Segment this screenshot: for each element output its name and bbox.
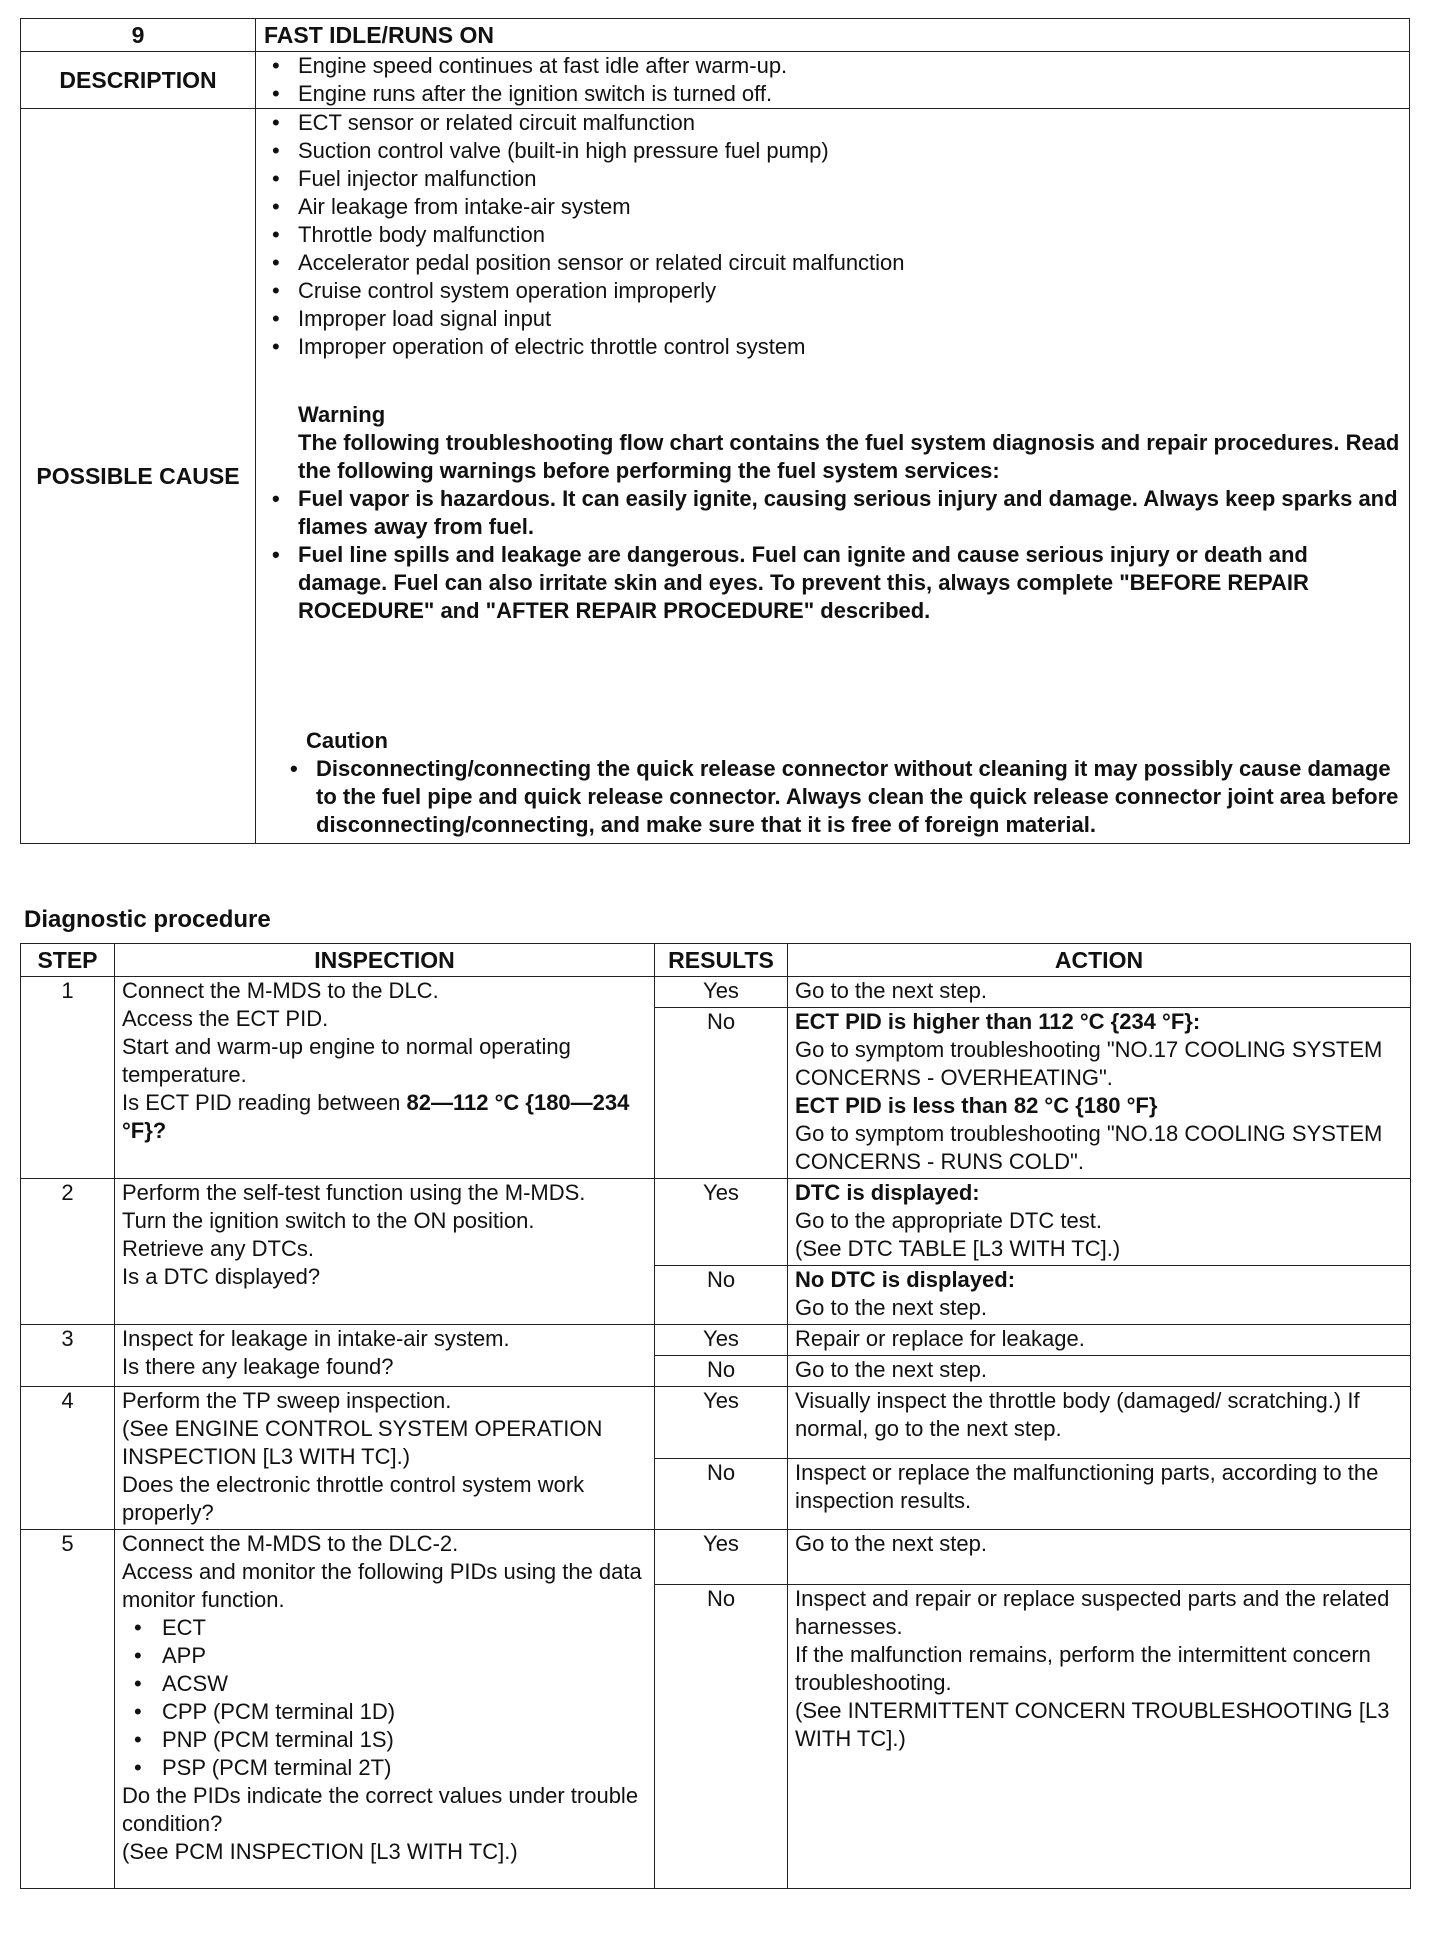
caution-block bbox=[264, 727, 1401, 843]
inspection-line: Connect the M-MDS to the DLC. bbox=[122, 978, 439, 1003]
action-cell: No DTC is displayed: Go to the next step. bbox=[788, 1266, 1411, 1325]
pid-list bbox=[122, 1614, 647, 1782]
step-number: 3 bbox=[21, 1325, 115, 1387]
list-item: • Fuel line spills and leakage are dangerous. Fuel can ignite and cause serious injury or death and damage. Fuel can also irritate skin and eyes. To prevent this, always complete "BEFORE REPAIR ROCEDURE" and "AFTER REPAIR PROCEDURE" described. bbox=[298, 541, 1401, 625]
possible-cause-row bbox=[21, 109, 1410, 844]
table-row bbox=[21, 977, 1411, 1008]
caution-list bbox=[290, 755, 1401, 839]
step-number: 2 bbox=[21, 1179, 115, 1325]
warning-list bbox=[264, 485, 1401, 625]
action-cell: ECT PID is higher than 112 °C {234 °F}: Go to symptom troubleshooting "NO.17 COOLING SYSTEM CONCERNS - OVERHEATING". ECT PID is less than 82 °C {180 °F} Go to symptom troubleshooting "NO.18 COOLING SYSTEM CONCERNS - RUNS COLD". bbox=[788, 1008, 1411, 1179]
inspection-column-header: INSPECTION bbox=[115, 944, 655, 977]
list-item: • Air leakage from intake-air system bbox=[298, 193, 1401, 221]
result-no: No bbox=[655, 1356, 788, 1387]
inspection-line: Access the ECT PID. bbox=[122, 1006, 329, 1031]
action-column-header: ACTION bbox=[788, 944, 1411, 977]
inspection-cell: Inspect for leakage in intake-air system. Is there any leakage found? bbox=[115, 1325, 655, 1387]
symptom-number: 9 bbox=[21, 19, 256, 52]
inspection-cell: Perform the TP sweep inspection. (See ENGINE CONTROL SYSTEM OPERATION INSPECTION [L3 WITH TC].) Does the electronic throttle control system work properly? bbox=[115, 1387, 655, 1530]
list-item: • Accelerator pedal position sensor or related circuit malfunction bbox=[298, 249, 1401, 277]
possible-cause-label: POSSIBLE CAUSE bbox=[21, 109, 256, 844]
list-item: • Improper load signal input bbox=[298, 305, 1401, 333]
result-no: No bbox=[655, 1266, 788, 1325]
result-yes: Yes bbox=[655, 1387, 788, 1459]
inspection-cell: Perform the self-test function using the M-MDS. Turn the ignition switch to the ON position. Retrieve any DTCs. Is a DTC displayed? bbox=[115, 1179, 655, 1325]
action-cell: Visually inspect the throttle body (damaged/ scratching.) If normal, go to the next step. bbox=[788, 1387, 1411, 1459]
list-item: • ECT sensor or related circuit malfunction bbox=[298, 109, 1401, 137]
step-number: 1 bbox=[21, 977, 115, 1179]
result-yes: Yes bbox=[655, 977, 788, 1008]
description-label: DESCRIPTION bbox=[21, 52, 256, 109]
inspection-cell: Connect the M-MDS to the DLC-2. Access and monitor the following PIDs using the data monitor function. • ECT • APP • ACSW • CPP (PCM terminal 1D) • PNP (PCM terminal 1S) • PSP (PCM terminal 2T) Do the PIDs indicate the correct values under trouble condition? (See PCM INSPECTION [L3 WITH TC].) bbox=[115, 1530, 655, 1889]
inspection-question: Is ECT PID reading between 82—112 °C {180—234 °F}? bbox=[122, 1090, 630, 1143]
result-no: No bbox=[655, 1458, 788, 1530]
diagnostic-table bbox=[20, 943, 1411, 1889]
list-item: • Improper operation of electric throttle control system bbox=[298, 333, 1401, 361]
list-item: • Engine runs after the ignition switch is turned off. bbox=[298, 80, 1401, 108]
table-row bbox=[21, 1325, 1411, 1356]
result-yes: Yes bbox=[655, 1325, 788, 1356]
list-item: • ECT bbox=[162, 1614, 647, 1642]
list-item: • Fuel vapor is hazardous. It can easily ignite, causing serious injury and damage. Always keep sparks and flames away from fuel. bbox=[298, 485, 1401, 541]
table-row bbox=[21, 1530, 1411, 1585]
list-item: • Cruise control system operation improperly bbox=[298, 277, 1401, 305]
list-item: • Suction control valve (built-in high pressure fuel pump) bbox=[298, 137, 1401, 165]
action-cell: DTC is displayed: Go to the appropriate DTC test. (See DTC TABLE [L3 WITH TC].) bbox=[788, 1179, 1411, 1266]
list-item: • Disconnecting/connecting the quick release connector without cleaning it may possibly cause damage to the fuel pipe and quick release connector. Always clean the quick release connector joint area before disconnecting/connecting, and make sure that it is free of foreign material. bbox=[316, 755, 1401, 839]
caution-heading: Caution bbox=[306, 728, 388, 753]
action-cell: Repair or replace for leakage. bbox=[788, 1325, 1411, 1356]
inspection-cell bbox=[115, 977, 655, 1179]
table-row bbox=[21, 1387, 1411, 1459]
table-header-row bbox=[21, 944, 1411, 977]
description-row bbox=[21, 52, 1410, 109]
action-cell: Go to the next step. bbox=[788, 1356, 1411, 1387]
step-number: 4 bbox=[21, 1387, 115, 1530]
list-item: • PNP (PCM terminal 1S) bbox=[162, 1726, 647, 1754]
cause-list bbox=[264, 109, 1401, 361]
inspection-line: Start and warm-up engine to normal operating temperature. bbox=[122, 1034, 571, 1087]
symptom-table bbox=[20, 18, 1410, 844]
warning-heading: Warning bbox=[298, 402, 386, 427]
list-item: • APP bbox=[162, 1642, 647, 1670]
action-cell: Inspect and repair or replace suspected parts and the related harnesses. If the malfunction remains, perform the intermittent concern troubleshooting. (See INTERMITTENT CONCERN TROUBLESHOOTING [L3 WITH TC].) bbox=[788, 1585, 1411, 1889]
list-item: • CPP (PCM terminal 1D) bbox=[162, 1698, 647, 1726]
step-number: 5 bbox=[21, 1530, 115, 1889]
action-cell: Go to the next step. bbox=[788, 977, 1411, 1008]
step-column-header: STEP bbox=[21, 944, 115, 977]
result-no: No bbox=[655, 1585, 788, 1889]
description-list bbox=[264, 52, 1401, 108]
warning-intro: The following troubleshooting flow chart contains the fuel system diagnosis and repair procedures. Read the following warnings before performing the fuel system services: bbox=[298, 430, 1400, 483]
results-column-header: RESULTS bbox=[655, 944, 788, 977]
diagnostic-heading: Diagnostic procedure bbox=[24, 906, 271, 933]
symptom-title-row bbox=[21, 19, 1410, 52]
list-item: • Engine speed continues at fast idle after warm-up. bbox=[298, 52, 1401, 80]
result-no: No bbox=[655, 1008, 788, 1179]
action-cell: Inspect or replace the malfunctioning parts, according to the inspection results. bbox=[788, 1458, 1411, 1530]
table-row bbox=[21, 1179, 1411, 1266]
symptom-title: FAST IDLE/RUNS ON bbox=[256, 19, 1410, 52]
list-item: • Fuel injector malfunction bbox=[298, 165, 1401, 193]
result-yes: Yes bbox=[655, 1179, 788, 1266]
result-yes: Yes bbox=[655, 1530, 788, 1585]
action-cell: Go to the next step. bbox=[788, 1530, 1411, 1585]
list-item: • Throttle body malfunction bbox=[298, 221, 1401, 249]
list-item: • ACSW bbox=[162, 1670, 647, 1698]
warning-block bbox=[264, 401, 1401, 625]
list-item: • PSP (PCM terminal 2T) bbox=[162, 1754, 647, 1782]
